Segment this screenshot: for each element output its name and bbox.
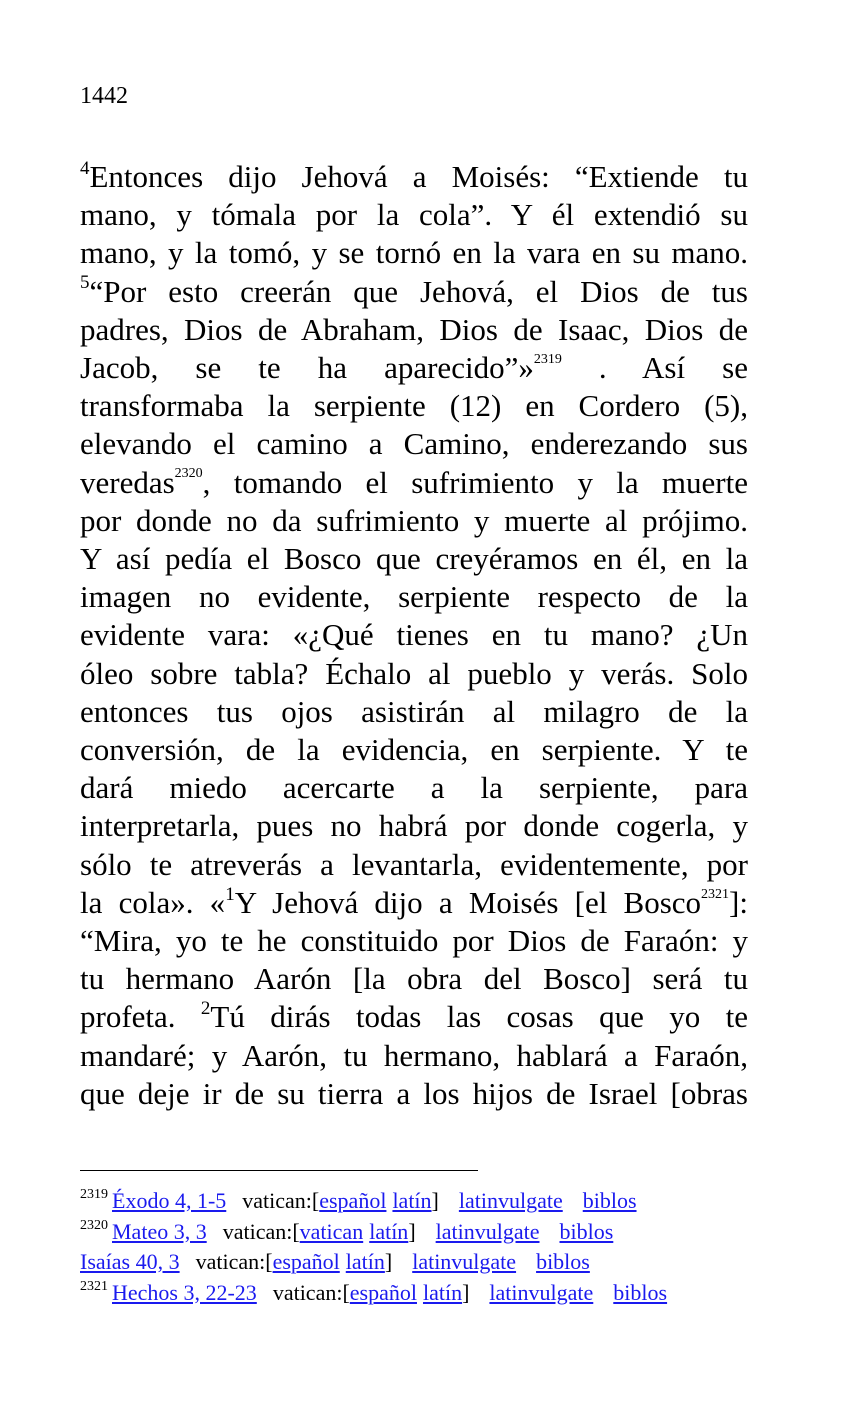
text-line xyxy=(80,655,748,693)
link-language[interactable]: español xyxy=(319,1188,387,1213)
footnote-source-label: vatican:[ xyxy=(222,1218,300,1244)
text-line xyxy=(80,158,748,196)
line-text: profeta. xyxy=(80,999,201,1035)
link-biblos[interactable]: biblos xyxy=(559,1218,614,1244)
link-language[interactable]: español xyxy=(272,1249,340,1274)
bracket-close: ] xyxy=(431,1188,439,1213)
line-text: veredas xyxy=(80,464,175,500)
text-line xyxy=(80,731,748,769)
link-latin[interactable]: latín xyxy=(422,1279,463,1305)
link-latin[interactable]: latín xyxy=(345,1249,385,1274)
text-line xyxy=(80,1037,748,1075)
link-language[interactable]: español xyxy=(349,1279,417,1305)
line-text: mandaré; y Aarón, tu hermano, hablará a Faraón, xyxy=(80,1037,748,1073)
footnote-separator xyxy=(80,1170,478,1171)
text-line xyxy=(80,807,748,845)
footnote-ref-link[interactable]: Éxodo 4, 1-5 xyxy=(112,1188,227,1213)
footnote-entry xyxy=(80,1247,780,1278)
line-text: interpretarla, pues no habrá por donde cogerla, y xyxy=(80,808,748,844)
link-language[interactable]: vatican xyxy=(299,1218,364,1244)
text-line xyxy=(80,998,748,1036)
text-line xyxy=(80,693,748,731)
link-biblos[interactable]: biblos xyxy=(536,1249,590,1274)
line-text: . Así se xyxy=(561,350,748,386)
text-line xyxy=(80,387,748,425)
footnote-ref-link[interactable]: Mateo 3, 3 xyxy=(112,1218,207,1244)
line-text: Jacob, se te ha aparecido”» xyxy=(80,350,534,386)
body-text xyxy=(80,158,748,1113)
verse-number: 2 xyxy=(200,998,211,1020)
footnote-source-label: vatican:[ xyxy=(195,1249,273,1274)
verse-number: 1 xyxy=(225,883,235,905)
line-text: la cola». « xyxy=(80,884,226,920)
link-latinvulgate[interactable]: latinvulgate xyxy=(412,1249,517,1274)
line-text: “Mira, yo te he constituido por Dios de Faraón: y xyxy=(80,923,748,959)
link-latinvulgate[interactable]: latinvulgate xyxy=(458,1188,563,1213)
bracket-close: ] xyxy=(384,1249,393,1274)
line-text: evidente vara: «¿Qué tienes en tu mano? ¿Un xyxy=(80,617,748,653)
footnote-number: 2320 xyxy=(80,1217,108,1233)
link-latin[interactable]: latín xyxy=(369,1218,409,1244)
line-text: Tú dirás todas las cosas que yo te xyxy=(210,999,748,1035)
footnote-ref: 2321 xyxy=(701,886,730,902)
text-line xyxy=(80,425,748,463)
footnote-entry xyxy=(80,1278,780,1309)
text-line xyxy=(80,1075,748,1113)
text-line xyxy=(80,273,748,311)
footnote-ref: 2320 xyxy=(174,466,203,482)
text-line xyxy=(80,311,748,349)
footnotes xyxy=(80,1186,780,1308)
line-text: mano, y la tomó, y se tornó en la vara en su mano. xyxy=(80,235,748,271)
text-line xyxy=(80,884,748,922)
text-line xyxy=(80,922,748,960)
footnote-ref-link[interactable]: Isaías 40, 3 xyxy=(80,1249,180,1274)
line-text: óleo sobre tabla? Échalo al pueblo y verás. Solo xyxy=(80,655,748,691)
link-latin[interactable]: latín xyxy=(392,1188,432,1213)
text-line xyxy=(80,502,748,540)
line-text: ]: xyxy=(729,884,748,920)
footnote-number: 2319 xyxy=(80,1187,108,1202)
bracket-close: ] xyxy=(408,1218,416,1244)
link-latinvulgate[interactable]: latinvulgate xyxy=(435,1218,540,1244)
line-text: Y Jehová dijo a Moisés [el Bosco xyxy=(234,884,702,920)
text-line xyxy=(80,234,748,272)
footnote-number: 2321 xyxy=(80,1278,108,1294)
text-line xyxy=(80,960,748,998)
line-text: Entonces dijo Jehová a Moisés: “Extiende tu xyxy=(89,159,748,194)
text-line xyxy=(80,846,748,884)
footnote-entry xyxy=(80,1217,780,1248)
line-text: dará miedo acercarte a la serpiente, para xyxy=(80,770,748,806)
line-text: tu hermano Aarón [la obra del Bosco] será tu xyxy=(80,961,748,997)
line-text: Y así pedía el Bosco que creyéramos en él, en la xyxy=(80,541,748,577)
verse-number: 4 xyxy=(80,157,90,179)
verse-number: 5 xyxy=(80,272,90,294)
line-text: que deje ir de su tierra a los hijos de Israel [obras xyxy=(80,1075,748,1111)
line-text: transformaba la serpiente (12) en Cordero (5), xyxy=(80,388,748,424)
line-text: conversión, de la evidencia, en serpiente. Y te xyxy=(80,732,748,768)
line-text: imagen no evidente, serpiente respecto de la xyxy=(80,579,748,615)
line-text: elevando el camino a Camino, enderezando sus xyxy=(80,426,748,462)
page-number: 1442 xyxy=(80,83,128,109)
footnote-ref-link[interactable]: Hechos 3, 22-23 xyxy=(112,1279,257,1305)
line-text: entonces tus ojos asistirán al milagro de la xyxy=(80,693,748,729)
text-line xyxy=(80,540,748,578)
text-line xyxy=(80,769,748,807)
line-text: padres, Dios de Abraham, Dios de Isaac, Dios de xyxy=(80,311,748,347)
footnote-entry xyxy=(80,1186,780,1217)
line-text: , tomando el sufrimiento y la muerte xyxy=(202,464,748,500)
footnote-source-label: vatican:[ xyxy=(272,1279,350,1305)
line-text: mano, y tómala por la cola”. Y él extendió su xyxy=(80,197,748,233)
text-line xyxy=(80,578,748,616)
line-text: sólo te atreverás a levantarla, evidentemente, por xyxy=(80,846,748,882)
link-biblos[interactable]: biblos xyxy=(613,1279,668,1305)
line-text: por donde no da sufrimiento y muerte al prójimo. xyxy=(80,502,748,538)
link-latinvulgate[interactable]: latinvulgate xyxy=(489,1279,594,1305)
link-biblos[interactable]: biblos xyxy=(582,1188,637,1213)
text-line xyxy=(80,349,748,387)
footnote-source-label: vatican:[ xyxy=(242,1188,320,1213)
line-text: “Por esto creerán que Jehová, el Dios de tus xyxy=(89,273,748,309)
text-line xyxy=(80,464,748,502)
bracket-close: ] xyxy=(462,1279,470,1305)
text-line xyxy=(80,616,748,654)
text-line xyxy=(80,196,748,234)
footnote-ref: 2319 xyxy=(533,351,562,367)
